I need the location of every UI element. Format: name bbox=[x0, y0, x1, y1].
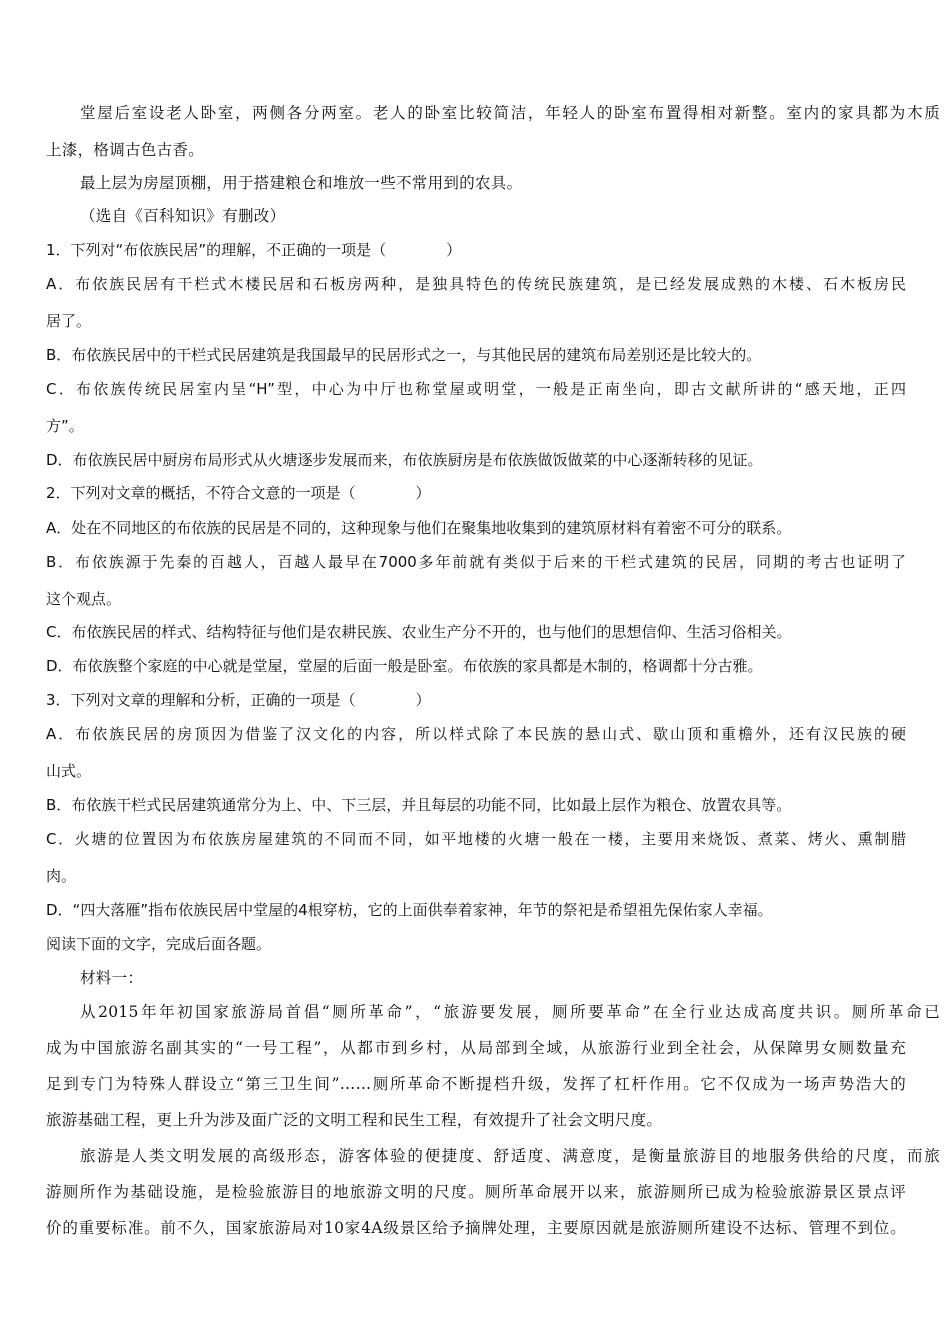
option-d: D．布依族民居中厨房布局形式从火塘逐步发展而来，布依族厨房是布依族做饭做菜的中心逐渐转移的见证。 bbox=[46, 451, 763, 469]
material-line: 旅游是人类文明发展的高级形态，游客体验的便捷度、舒适度、满意度，是衡量旅游目的地服务供给的尺度，而旅 bbox=[80, 1147, 940, 1165]
material-heading: 材料一： bbox=[80, 969, 144, 987]
material-line: 成为中国旅游名副其实的“一号工程”，从都市到乡村，从局部到全域，从旅游行业到全社会，从保障男女厕数量充 bbox=[46, 1039, 906, 1057]
material-line: 从2015年年初国家旅游局首倡“厕所革命”，“旅游要发展，厕所要革命”在全行业达成高度共识。厕所革命已 bbox=[80, 1003, 940, 1021]
option-b: B．布依族源于先秦的百越人，百越人最早在7000多年前就有类似于后来的干栏式建筑的民居，同期的考古也证明了 bbox=[46, 553, 906, 571]
option-d: D．布依族整个家庭的中心就是堂屋，堂屋的后面一般是卧室。布依族的家具都是木制的，格调都十分古雅。 bbox=[46, 657, 763, 675]
question-stem: 3．下列对文章的理解和分析，正确的一项是（ ） bbox=[46, 691, 431, 709]
reading-instruction: 阅读下面的文字，完成后面各题。 bbox=[46, 935, 272, 953]
question-stem: 1．下列对“布依族民居”的理解，不正确的一项是（ ） bbox=[46, 241, 462, 259]
option-c-cont: 肉。 bbox=[46, 867, 77, 885]
option-c: C．布依族传统民居室内呈“H”型，中心为中厅也称堂屋或明堂，一般是正南坐向，即古文献所讲的“感天地，正四 bbox=[46, 380, 906, 398]
option-c-cont: 方”。 bbox=[46, 417, 84, 435]
passage-line: 堂屋后室设老人卧室，两侧各分两室。老人的卧室比较简洁，年轻人的卧室布置得相对新整。室内的家具都为木质 bbox=[80, 104, 940, 122]
passage-line: 最上层为房屋顶棚，用于搭建粮仓和堆放一些不常用到的农具。 bbox=[80, 174, 523, 192]
material-line: 足到专门为特殊人群设立“第三卫生间”……厕所革命不断提档升级，发挥了杠杆作用。它不仅成为一场声势浩大的 bbox=[46, 1075, 906, 1093]
option-a: A．布依族民居的房顶因为借鉴了汉文化的内容，所以样式除了本民族的悬山式、歇山顶和重檐外，还有汉民族的硬 bbox=[46, 725, 906, 743]
question-stem: 2．下列对文章的概括，不符合文意的一项是（ ） bbox=[46, 484, 431, 502]
option-d: D．“四大落雁”指布依族民居中堂屋的4根穿枋，它的上面供奉着家神，年节的祭祀是希望祖先保佑家人幸福。 bbox=[46, 901, 773, 919]
option-b: B．布依族干栏式民居建筑通常分为上、中、下三层，并且每层的功能不同，比如最上层作为粮仓、放置农具等。 bbox=[46, 796, 792, 814]
option-a: A．处在不同地区的布依族的民居是不同的，这种现象与他们在聚集地收集到的建筑原材料有着密不可分的联系。 bbox=[46, 519, 792, 537]
material-line: 游厕所作为基础设施，是检验旅游目的地旅游文明的尺度。厕所革命展开以来，旅游厕所已成为检验旅游景区景点评 bbox=[46, 1183, 906, 1201]
option-b: B．布依族民居中的干栏式民居建筑是我国最早的民居形式之一，与其他民居的建筑布局差别还是比较大的。 bbox=[46, 346, 762, 364]
material-line: 旅游基础工程，更上升为涉及面广泛的文明工程和民生工程，有效提升了社会文明尺度。 bbox=[46, 1111, 663, 1129]
option-b-cont: 这个观点。 bbox=[46, 590, 122, 608]
option-a: A．布依族民居有干栏式木楼民居和石板房两种，是独具特色的传统民族建筑，是已经发展成熟的木楼、石木板房民 bbox=[46, 275, 906, 293]
option-a-cont: 山式。 bbox=[46, 762, 92, 780]
option-a-cont: 居了。 bbox=[46, 312, 92, 330]
passage-source: （选自《百科知识》有删改） bbox=[80, 207, 286, 225]
material-line: 价的重要标准。前不久，国家旅游局对10家4A级景区给予摘牌处理，主要原因就是旅游厕所建设不达标、管理不到位。 bbox=[46, 1219, 906, 1237]
option-c: C．布依族民居的样式、结构特征与他们是农耕民族、农业生产分不开的，也与他们的思想信仰、生活习俗相关。 bbox=[46, 623, 792, 641]
option-c: C．火塘的位置因为布依族房屋建筑的不同而不同，如平地楼的火塘一般在一楼，主要用来烧饭、煮菜、烤火、熏制腊 bbox=[46, 830, 906, 848]
passage-line: 上漆，格调古色古香。 bbox=[46, 141, 205, 159]
